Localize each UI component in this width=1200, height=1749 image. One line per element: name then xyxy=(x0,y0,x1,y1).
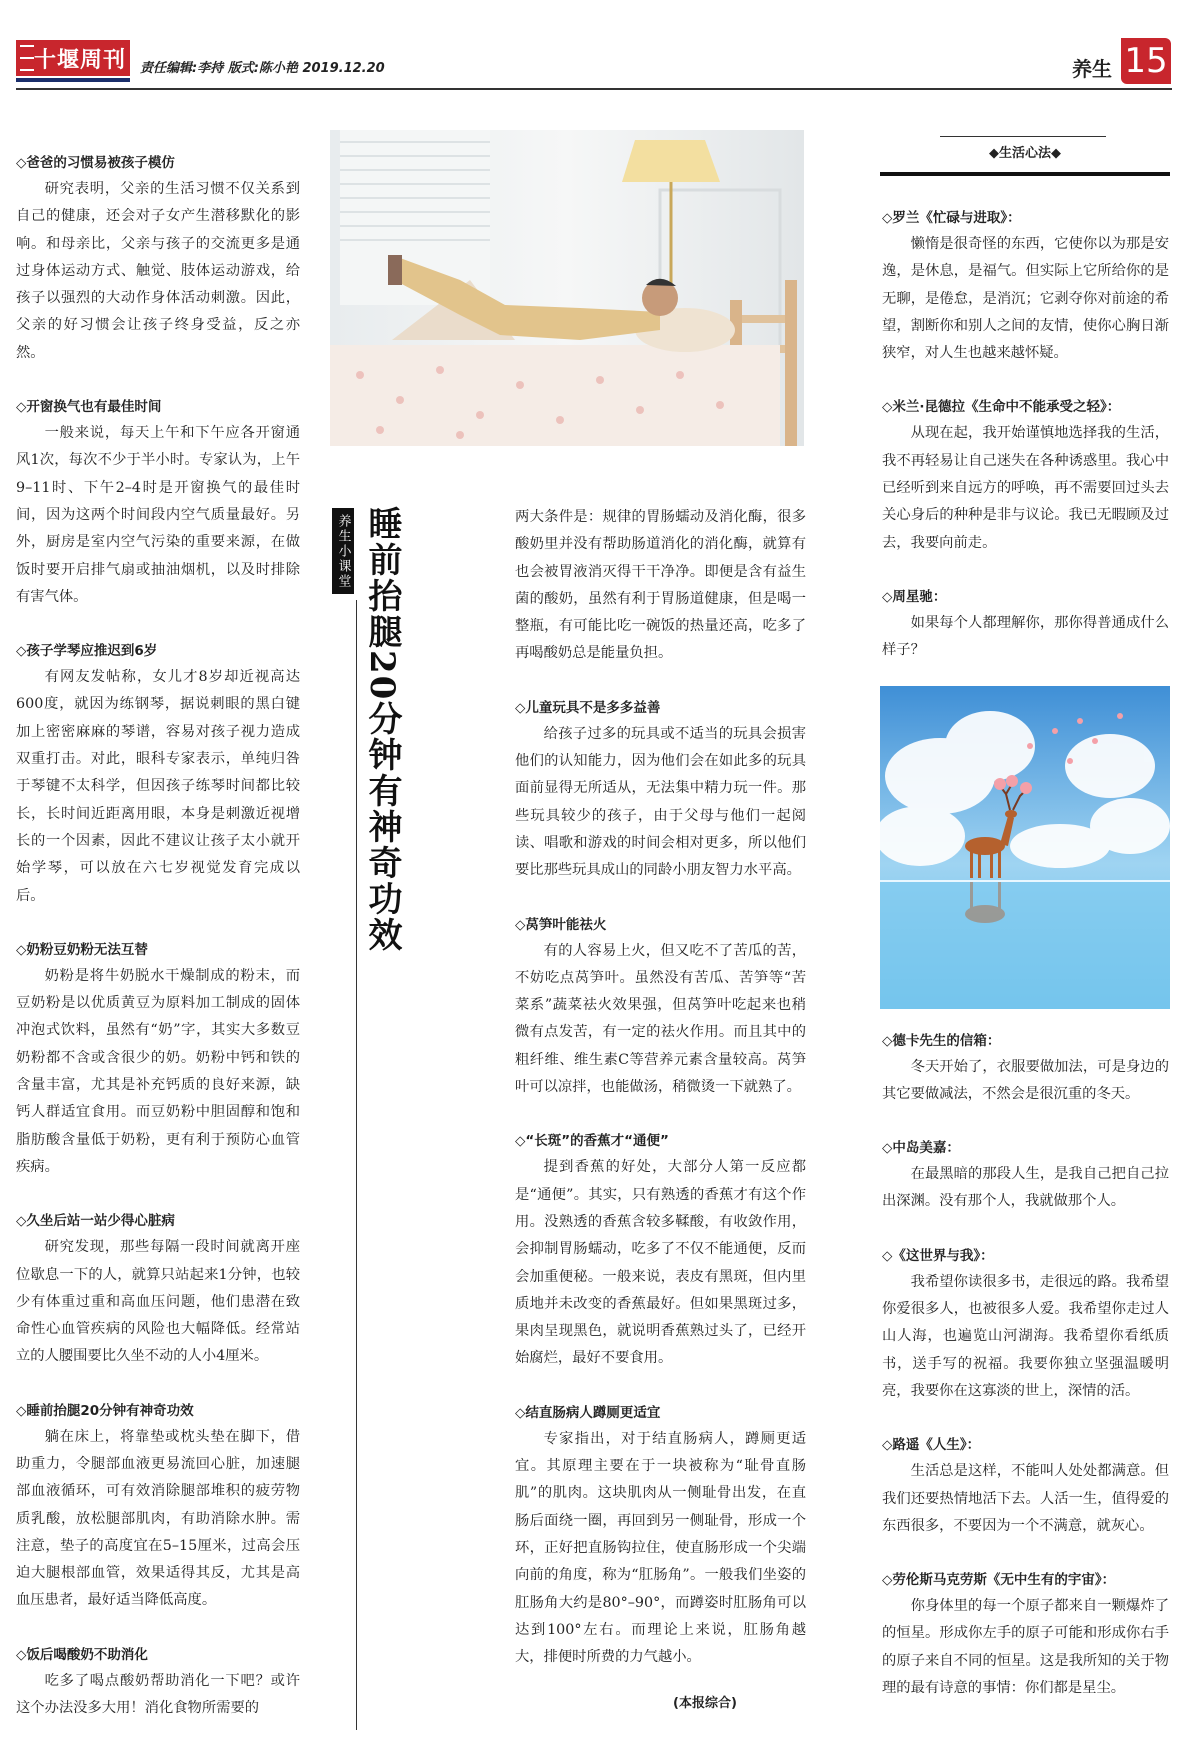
article-section xyxy=(882,1028,1169,1109)
section-text: 一般来说，每天上午和下午应各开窗通风1次，每次不少于半小时。专家认为，上午9–11时、下午2–4时是开窗换气的最佳时间，因为这两个时间段内空气质量最好。另外，厨房是室内空气污染的重要来源，在做饭时要开启排气扇或抽油烟机，以及时排除有害气体。 xyxy=(16,425,300,605)
right-label-rule xyxy=(940,136,1106,137)
article-section xyxy=(515,1128,806,1372)
article-section xyxy=(882,1567,1169,1702)
section-text: 有网友发帖称，女儿才8岁却近视高达600度，就因为练钢琴，据说刺眼的黑白键加上密密麻麻的琴谱，容易对孩子视力造成双重打击。对此，眼科专家表示，单纯归咎于琴键不太科学，但因孩子练琴时间都比较长，长时间近距离用眼，本身是刺激近视增长的一个因素，因此不建议让孩子太小就开始学琴，可以放在六七岁视觉发育完成以后。 xyxy=(16,669,300,904)
article-section xyxy=(882,205,1169,367)
section-text: 冬天开始了，衣服要做加法，可是身边的其它要做减法，不然会是很沉重的冬天。 xyxy=(882,1058,1169,1102)
article-section xyxy=(882,1432,1169,1540)
article-section xyxy=(16,1398,300,1615)
page-number-badge: 15 xyxy=(1121,38,1171,84)
section-text: 如果每个人都理解你，那你得普通成什么样子？ xyxy=(882,614,1169,659)
section-heading: ◇奶粉豆奶粉无法互替 xyxy=(16,941,148,958)
section-heading: ◇饭后喝酸奶不助消化 xyxy=(16,1646,148,1663)
deer-sky-illustration xyxy=(880,686,1170,1009)
article-section xyxy=(515,504,806,668)
section-heading: ◇莴笋叶能祛火 xyxy=(515,916,607,933)
section-text: 奶粉是将牛奶脱水干燥制成的粉末，而豆奶粉是以优质黄豆为原料加工制成的固体冲泡式饮料，虽然有“奶”字，其实大多数豆奶粉都不含或含很少的奶。奶粉中钙和铁的含量丰富，尤其是补充钙质的良好来源，缺钙人群适宜食用。而豆奶粉中胆固醇和饱和脂肪酸含量低于奶粉，更有利于预防心血管疾病。 xyxy=(16,967,300,1175)
section-text: 懒惰是很奇怪的东西，它使你以为那是安逸，是休息，是福气。但实际上它所给你的是无聊，是倦怠，是消沉；它剥夺你对前途的希望，割断你和别人之间的友情，使你心胸日渐狭窄，对人生也越来越怀疑。 xyxy=(882,236,1169,362)
section-heading: ◇孩子学琴应推迟到6岁 xyxy=(16,643,158,660)
right-column-rule xyxy=(880,172,1170,176)
article-section xyxy=(16,1208,300,1370)
left-column xyxy=(16,150,300,1749)
sleeping-man-photo xyxy=(330,130,804,446)
column-label: 养生小课堂 xyxy=(332,508,354,594)
quotes-block-top xyxy=(882,205,1169,665)
header-rule xyxy=(16,88,1172,90)
quotes-block-bottom xyxy=(882,1028,1169,1703)
section-text: 两大条件是：规律的胃肠蠕动及消化酶，很多酸奶里并没有帮助肠道消化的消化酶，就算有也会被胃液消灭得干干净净。即便是含有益生菌的酸奶，虽然有利于胃肠道健康，但是喝一整瓶，有可能比吃一碗饭的热量还高，吃多了再喝酸奶总是能量负担。 xyxy=(515,509,806,662)
section-text: 从现在起，我开始谨慎地选择我的生活，我不再轻易让自己迷失在各种诱惑里。我心中已经听到来自远方的呼唤，再不需要回过头去关心身后的种种是非与议论。我已无暇顾及过去，我要向前走。 xyxy=(882,425,1169,551)
section-heading: ◇米兰·昆德拉《生命中不能承受之轻》： xyxy=(882,399,1121,416)
masthead-title: 十堰周刊 xyxy=(33,46,126,73)
masthead-underline xyxy=(16,78,130,82)
section-text: 研究表明，父亲的生活习惯不仅关系到自己的健康，还会对子女产生潜移默化的影响。和母亲比，父亲与孩子的交流更多是通过身体运动方式、触觉、肢体运动游戏，给孩子以强烈的大动作身体活动刺激。因此，父亲的好习惯会让孩子终身受益，反之亦然。 xyxy=(16,181,300,361)
masthead-stripes-icon xyxy=(20,45,34,71)
article-section xyxy=(882,1243,1169,1405)
section-text: 我希望你读很多书，走很远的路。我希望你爱很多人，也被很多人爱。我希望你走过人山人海，也遍览山河湖海。我希望你看纸质书，送手写的祝福。我要你独立坚强温暖明亮，我要你在这寡淡的世上，深情的活。 xyxy=(882,1273,1169,1399)
section-heading: ◇罗兰《忙碌与进取》： xyxy=(882,210,1021,226)
section-heading: ◇爸爸的习惯易被孩子模仿 xyxy=(16,155,175,171)
article-section xyxy=(16,150,300,367)
section-text: 生活总是这样，不能叫人处处都满意。但我们还要热情地活下去。人活一生，值得爱的东西很多，不要因为一个不满意，就灰心。 xyxy=(882,1463,1169,1534)
section-text: 研究发现，那些每隔一段时间就离开座位歇息一下的人，就算只站起来1分钟，也较少有体重过重和高血压问题，他们患潜在致命性心血管疾病的风险也大幅降低。经常站立的人腰围要比久坐不动的人小4厘米。 xyxy=(16,1239,300,1365)
section-heading: ◇劳伦斯马克劳斯《无中生有的宇宙》： xyxy=(882,1572,1116,1589)
article-section xyxy=(16,1642,300,1723)
section-heading: ◇《这世界与我》： xyxy=(882,1247,994,1264)
middle-column xyxy=(515,504,806,1698)
section-heading: ◇久坐后站一站少得心脏病 xyxy=(16,1213,175,1230)
section-heading: ◇周星驰： xyxy=(882,588,947,605)
right-column-label: ◆生活心法◆ xyxy=(989,146,1061,161)
section-text: 吃多了喝点酸奶帮助消化一下吧？或许这个办法没多大用！消化食物所需要的 xyxy=(16,1672,300,1717)
article-section xyxy=(16,937,300,1181)
section-name: 养生 xyxy=(1072,57,1112,81)
vertical-divider xyxy=(356,600,357,1730)
section-heading: ◇中岛美嘉： xyxy=(882,1140,960,1157)
article-section xyxy=(515,695,806,885)
article-section xyxy=(882,584,1169,665)
section-heading: ◇儿童玩具不是多多益善 xyxy=(515,699,661,716)
section-text: 你身体里的每一个原子都来自一颗爆炸了的恒星。形成你左手的原子可能和形成你右手的原子来自不同的恒星。这是我所知的关于物理的最有诗意的事情：你们都是星尘。 xyxy=(882,1598,1169,1697)
photo-illustration xyxy=(330,130,804,446)
section-heading: ◇“长斑”的香蕉才“通便” xyxy=(515,1133,669,1150)
article-section xyxy=(16,394,300,611)
section-text: 提到香蕉的好处，大部分人第一反应都是“通便”。其实，只有熟透的香蕉才有这个作用。没熟透的香蕉含较多鞣酸，有收敛作用，会抑制胃肠蠕动，吃多了不仅不能通便，反而会加重便秘。一般来说，表皮有黑斑，但内里质地并未改变的香蕉最好。但如果黑斑过多，果肉呈现黑色，就说明香蕉熟过头了，已经开始腐烂，最好不要食用。 xyxy=(515,1159,806,1367)
section-text: 专家指出，对于结直肠病人，蹲厕更适宜。其原理主要在于一块被称为“耻骨直肠肌”的肌肉。这块肌肉从一侧耻骨出发，在直肠后面绕一圈，再回到另一侧耻骨，形成一个环，正好把直肠钩拉住，使直肠形成一个尖端向前的角度，称为“肛肠角”。一般我们坐姿的肛肠角大约是80°–90°，而蹲姿时肛肠角可以达到100°左右。而理论上来说，肛肠角越大，排便时所费的力气越小。 xyxy=(515,1430,806,1666)
section-text: 在最黑暗的那段人生，是我自己把自己拉出深渊。没有那个人，我就做那个人。 xyxy=(882,1166,1169,1210)
article-section xyxy=(515,912,806,1102)
article-section xyxy=(515,1400,806,1672)
masthead-logo xyxy=(16,40,130,76)
source-credit: (本报综合) xyxy=(673,1696,737,1711)
section-heading: ◇路遥《人生》： xyxy=(882,1437,981,1454)
article-section xyxy=(16,638,300,910)
feature-title: 睡前抬腿20分钟有神奇功效 xyxy=(362,506,402,954)
section-text: 有的人容易上火，但又吃不了苦瓜的苦，不妨吃点莴笋叶。虽然没有苦瓜、苦笋等“苦菜系”蔬菜祛火效果强，但莴笋叶吃起来也稍微有点发苦，有一定的祛火作用。而且其中的粗纤维、维生素C等营养元素含量较高。莴笋叶可以凉拌，也能做汤，稍微烫一下就熟了。 xyxy=(515,942,806,1096)
section-text: 给孩子过多的玩具或不适当的玩具会损害他们的认知能力，因为他们会在如此多的玩具面前显得无所适从，无法集中精力玩一件。那些玩具较少的孩子，由于父母与他们一起阅读、唱歌和游戏的时间会相对更多，所以他们要比那些玩具成山的同龄小朋友智力水平高。 xyxy=(515,725,806,879)
section-heading: ◇开窗换气也有最佳时间 xyxy=(16,399,162,416)
section-text: 躺在床上，将靠垫或枕头垫在脚下，借助重力，令腿部血液更易流回心脏，加速腿部血液循环，可有效消除腿部堆积的疲劳物质乳酸，放松腿部肌肉，有助消除水肿。需注意，垫子的高度宜在5–15厘米，过高会压迫大腿根部血管，效果适得其反，尤其是高血压患者，最好适当降低高度。 xyxy=(16,1428,300,1609)
deer-illustration xyxy=(880,686,1170,1009)
article-section xyxy=(882,1135,1169,1216)
section-heading: ◇睡前抬腿20分钟有神奇功效 xyxy=(16,1402,194,1419)
editor-credit-line: 责任编辑:李持 版式:陈小艳 2019.12.20 xyxy=(140,61,385,76)
article-section xyxy=(882,394,1169,556)
section-heading: ◇结直肠病人蹲厕更适宜 xyxy=(515,1404,661,1421)
section-heading: ◇德卡先生的信箱： xyxy=(882,1032,1001,1049)
